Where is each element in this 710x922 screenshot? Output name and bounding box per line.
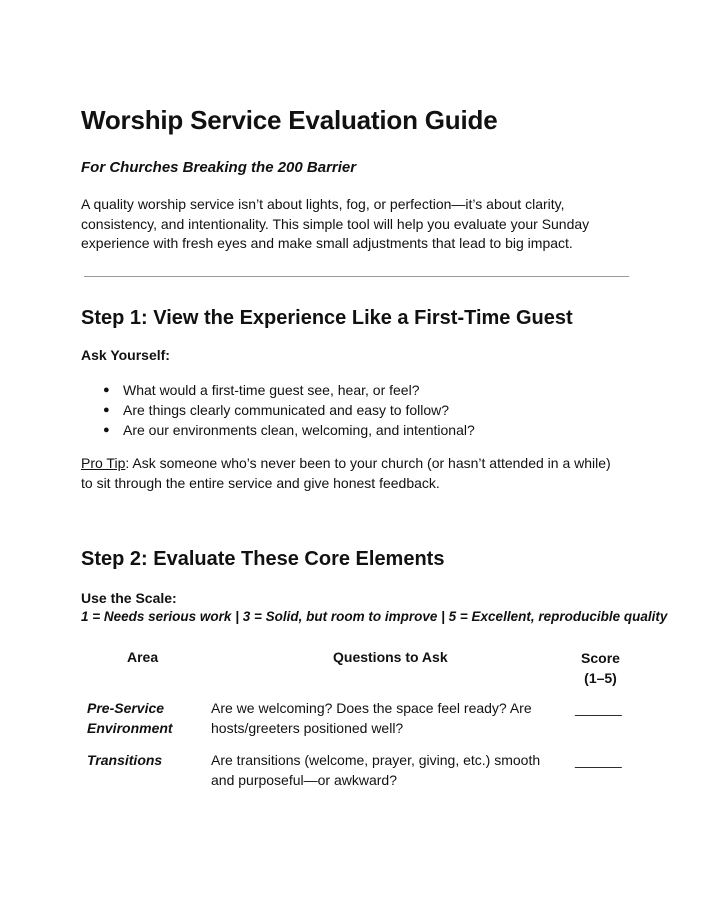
column-header-area: Area bbox=[127, 649, 159, 665]
list-item bbox=[81, 420, 475, 440]
document-subtitle: For Churches Breaking the 200 Barrier bbox=[81, 159, 357, 176]
column-header-questions: Questions to Ask bbox=[333, 649, 448, 665]
table-cell-area: Pre-Service Environment bbox=[87, 700, 173, 736]
list-item-text: Are our environments clean, welcoming, and intentional? bbox=[123, 422, 475, 438]
score-blank-field[interactable]: ______ bbox=[575, 700, 622, 716]
pro-tip-colon: : bbox=[125, 455, 130, 471]
column-header-score bbox=[573, 649, 628, 688]
guest-questions-list bbox=[81, 380, 475, 440]
list-item bbox=[81, 380, 475, 400]
step2-heading: Step 2: Evaluate These Core Elements bbox=[81, 548, 445, 570]
pro-tip-label: Pro Tip bbox=[81, 455, 126, 471]
column-header-score-line2: (1–5) bbox=[584, 669, 617, 686]
score-blank-field[interactable]: ______ bbox=[575, 752, 622, 768]
table-cell-question: Are transitions (welcome, prayer, giving, etc.) smooth and purposeful—or awkward? bbox=[211, 752, 541, 788]
intro-paragraph: A quality worship service isn’t about lights, fog, or perfection—it’s about clarity, consistency, and intentionality. This simple tool will help you evaluate your Sunday experience with fresh eyes and make small adjustments that lead to big impact. bbox=[81, 196, 590, 251]
pro-tip-paragraph bbox=[81, 454, 626, 493]
step1-heading: Step 1: View the Experience Like a First-Time Guest bbox=[81, 307, 573, 329]
list-item bbox=[81, 400, 475, 420]
bullet-icon: ● bbox=[103, 424, 110, 436]
section-divider bbox=[84, 276, 629, 277]
pro-tip-text: Ask someone who’s never been to your church (or hasn’t attended in a while) to sit through the entire service and give honest feedback. bbox=[81, 455, 611, 491]
document-title: Worship Service Evaluation Guide bbox=[81, 105, 498, 135]
column-header-score-line1: Score bbox=[581, 650, 620, 666]
list-item-text: Are things clearly communicated and easy to follow? bbox=[123, 402, 450, 418]
bullet-icon: ● bbox=[103, 404, 110, 416]
scale-description: 1 = Needs serious work | 3 = Solid, but room to improve | 5 = Excellent, reproducible quality bbox=[81, 609, 668, 624]
list-item-text: What would a first-time guest see, hear, or feel? bbox=[123, 382, 420, 398]
ask-yourself-label: Ask Yourself: bbox=[81, 347, 170, 363]
scale-label: Use the Scale: bbox=[81, 590, 177, 606]
table-cell-question: Are we welcoming? Does the space feel ready? Are hosts/greeters positioned well? bbox=[211, 700, 532, 736]
bullet-icon: ● bbox=[103, 384, 110, 396]
table-cell-area: Transitions bbox=[87, 752, 163, 768]
